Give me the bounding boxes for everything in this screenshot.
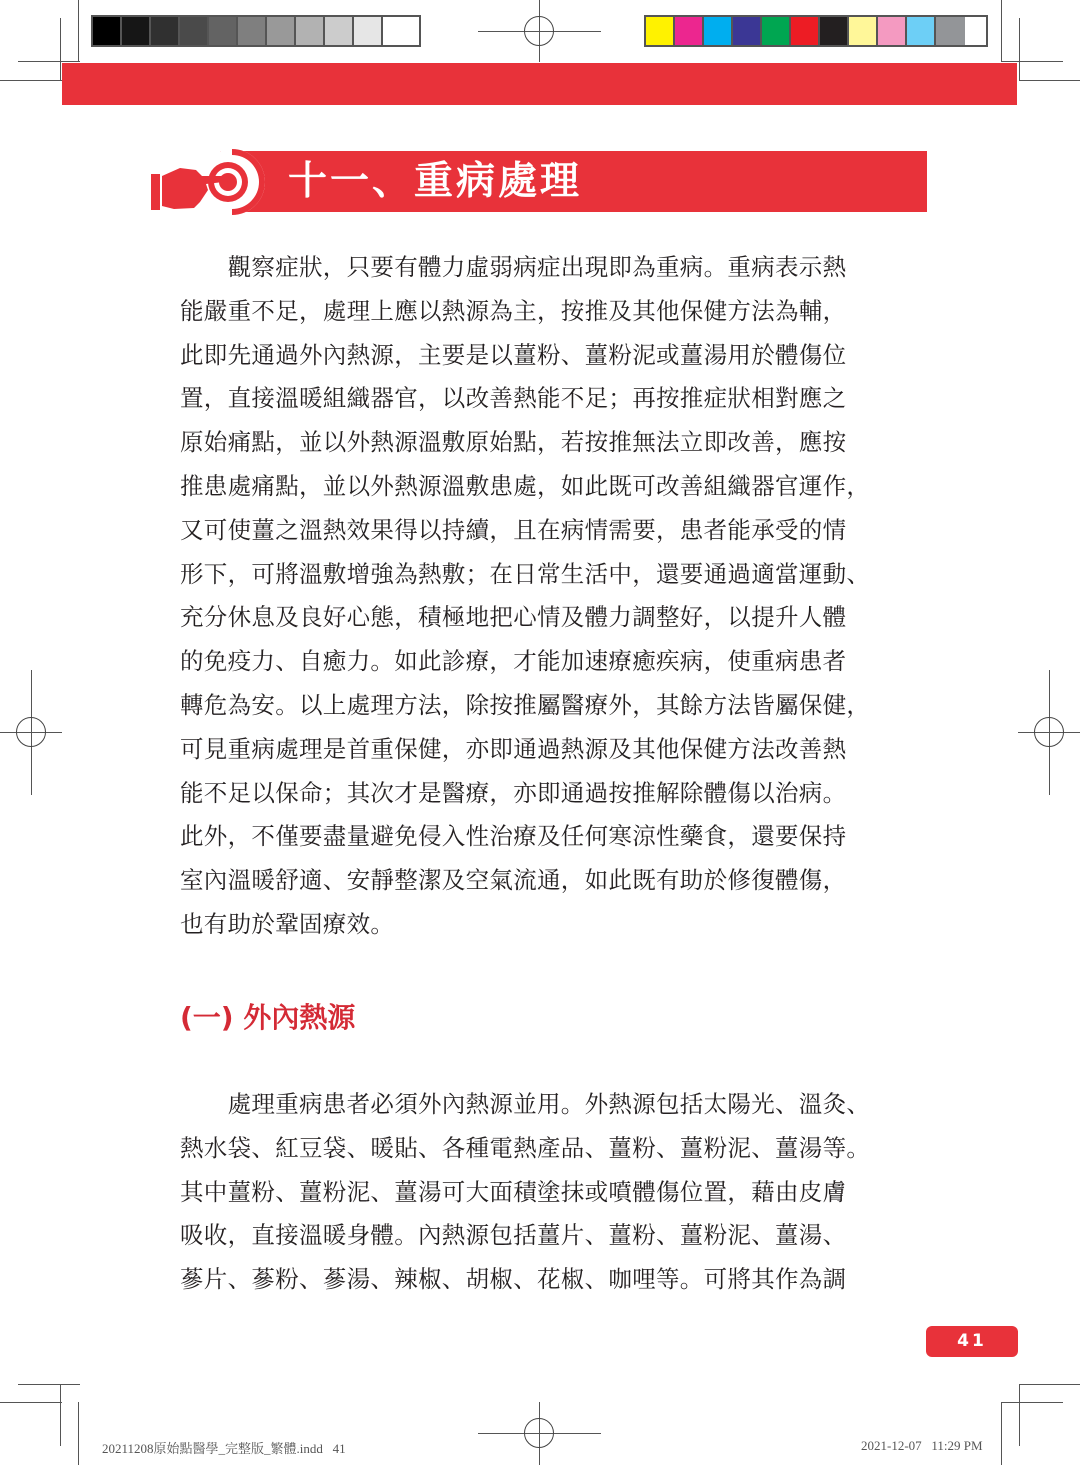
- body-paragraph: [180, 246, 902, 947]
- text-line: 原始痛點，並以外熱源溫敷原始點，若按推無法立即改善，應按: [180, 428, 847, 457]
- text-line: 也有助於鞏固療效。: [180, 909, 395, 938]
- color-swatch: [675, 17, 704, 45]
- gray-color-bar: [91, 15, 421, 47]
- text-line: 室內溫暖舒適、安靜整潔及空氣流通，如此既有助於修復體傷，: [180, 866, 847, 895]
- crop-mark: [78, 0, 79, 62]
- body-paragraph: [180, 1083, 902, 1302]
- registration-mark-icon: [1034, 717, 1064, 747]
- color-swatch: [646, 17, 675, 45]
- crop-mark: [1019, 1384, 1020, 1446]
- text-line: 觀察症狀，只要有體力虛弱病症出現即為重病。重病表示熱: [180, 253, 847, 281]
- text-line: 此外，不僅要盡量避免侵入性治療及任何寒涼性藥食，還要保持: [180, 822, 847, 851]
- crop-mark: [1001, 61, 1063, 62]
- color-swatch: [791, 17, 820, 45]
- process-color-bar: [644, 15, 988, 47]
- text-line: 處理重病患者必須外內熱源並用。外熱源包括太陽光、溫灸、: [180, 1090, 871, 1118]
- color-swatch: [733, 17, 762, 45]
- text-line: 的免疫力、自癒力。如此診療，才能加速療癒疾病，使重病患者: [180, 647, 847, 676]
- color-swatch: [849, 17, 878, 45]
- text-line: 形下，可將溫敷增強為熱敷；在日常生活中，還要通過適當運動、: [180, 559, 871, 588]
- header-band: [62, 63, 1017, 105]
- text-line: 置，直接溫暖組織器官，以改善熱能不足；再按推症狀相對應之: [180, 384, 847, 413]
- crop-mark: [1001, 1402, 1063, 1403]
- color-swatch: [704, 17, 733, 45]
- crop-mark: [1001, 1402, 1002, 1465]
- registration-mark-icon: [524, 16, 554, 46]
- color-swatch: [296, 17, 325, 45]
- crop-mark: [0, 1402, 62, 1403]
- crop-mark: [1019, 80, 1080, 81]
- color-swatch: [122, 17, 151, 45]
- color-swatch: [209, 17, 238, 45]
- text-line: 又可使薑之溫熱效果得以持續，且在病情需要，患者能承受的情: [180, 515, 847, 544]
- color-swatch: [907, 17, 936, 45]
- slug-datetime: 2021-12-07 11:29 PM: [861, 1438, 983, 1453]
- slug-filename: 20211208原始點醫學_完整版_繁體.indd 41: [102, 1441, 346, 1456]
- crop-mark: [78, 1402, 79, 1465]
- text-line: 充分休息及良好心態，積極地把心情及體力調整好，以提升人體: [180, 603, 847, 632]
- text-line: 推患處痛點，並以外熱源溫敷患處，如此既可改善組織器官運作，: [180, 471, 871, 500]
- text-line: 此即先通過外內熱源，主要是以薑粉、薑粉泥或薑湯用於體傷位: [180, 340, 847, 369]
- color-swatch: [151, 17, 180, 45]
- text-line: 能嚴重不足，處理上應以熱源為主，按推及其他保健方法為輔，: [180, 296, 847, 325]
- color-swatch: [354, 17, 383, 45]
- color-swatch: [238, 17, 267, 45]
- text-line: 可見重病處理是首重保健，亦即通過熱源及其他保健方法改善熱: [180, 734, 847, 763]
- chapter-title: 十一、重病處理: [288, 159, 583, 204]
- color-swatch: [878, 17, 907, 45]
- crop-mark: [18, 61, 80, 62]
- crop-mark: [0, 80, 62, 81]
- page-number: 41: [926, 1326, 1018, 1357]
- color-swatch: [936, 17, 965, 45]
- text-line: 蔘片、蔘粉、蔘湯、辣椒、胡椒、花椒、咖哩等。可將其作為調: [180, 1265, 847, 1294]
- crop-mark: [1001, 0, 1002, 62]
- color-swatch: [93, 17, 122, 45]
- text-line: 其中薑粉、薑粉泥、薑湯可大面積塗抹或噴體傷位置，藉由皮膚: [180, 1177, 847, 1206]
- text-line: 熱水袋、紅豆袋、暖貼、各種電熱產品、薑粉、薑粉泥、薑湯等。: [180, 1133, 871, 1162]
- text-line: 轉危為安。以上處理方法，除按推屬醫療外，其餘方法皆屬保健，: [180, 690, 871, 719]
- color-swatch: [267, 17, 296, 45]
- registration-mark-icon: [524, 1418, 554, 1448]
- crop-mark: [18, 1384, 80, 1385]
- color-swatch: [180, 17, 209, 45]
- pointing-hand-target-icon: [148, 148, 273, 216]
- color-swatch: [820, 17, 849, 45]
- registration-mark-icon: [16, 717, 46, 747]
- crop-mark: [1019, 1384, 1080, 1385]
- crop-mark: [1019, 18, 1020, 80]
- color-swatch: [325, 17, 354, 45]
- color-swatch: [383, 17, 412, 45]
- crop-mark: [60, 18, 61, 80]
- color-swatch: [762, 17, 791, 45]
- text-line: 吸收，直接溫暖身體。內熱源包括薑片、薑粉、薑粉泥、薑湯、: [180, 1221, 847, 1250]
- text-line: 能不足以保命；其次才是醫療，亦即通過按推解除體傷以治病。: [180, 778, 847, 807]
- crop-mark: [60, 1384, 61, 1446]
- section-heading: (一) 外內熱源: [180, 1001, 356, 1034]
